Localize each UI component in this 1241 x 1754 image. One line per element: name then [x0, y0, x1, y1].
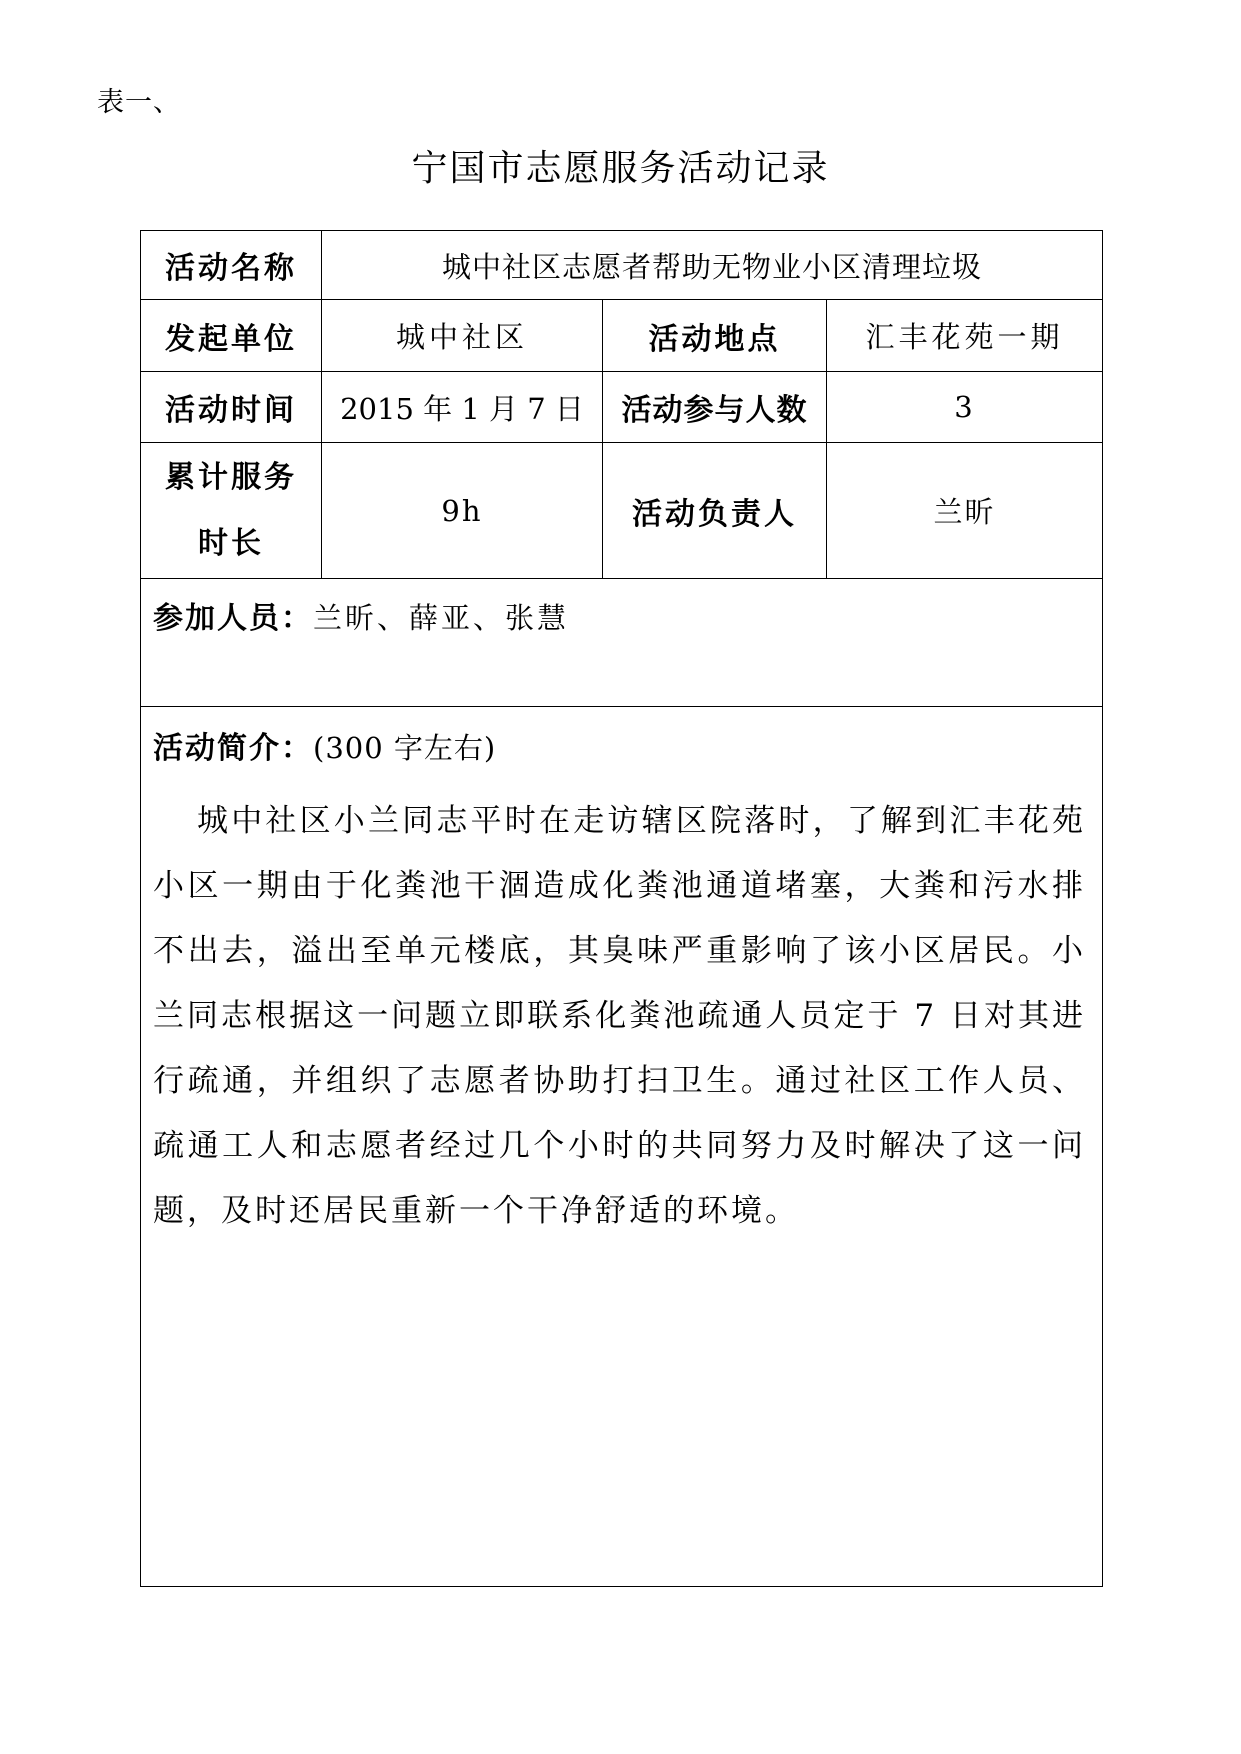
row-hours-leader — [141, 443, 1103, 579]
row-members — [141, 579, 1103, 707]
hours-label-line1: 累计服务 — [165, 459, 297, 495]
document-title: 宁国市志愿服务活动记录 — [411, 148, 830, 189]
leader-label: 活动负责人 — [603, 443, 827, 579]
hours-value: 9h — [322, 443, 603, 579]
members-line — [153, 593, 1090, 637]
summary-header — [153, 723, 1090, 767]
summary-hint: (300 字左右) — [313, 731, 497, 765]
members-label: 参加人员： — [153, 601, 313, 636]
summary-cell — [141, 707, 1103, 1587]
row-time-participants — [141, 372, 1103, 443]
row-summary — [141, 707, 1103, 1587]
participants-count-value: 3 — [827, 372, 1103, 443]
activity-name-value: 城中社区志愿者帮助无物业小区清理垃圾 — [322, 231, 1103, 300]
location-value: 汇丰花苑一期 — [827, 300, 1103, 372]
time-label: 活动时间 — [141, 372, 322, 443]
row-activity-name — [141, 231, 1103, 300]
organizer-label: 发起单位 — [141, 300, 322, 372]
hours-label — [141, 443, 322, 579]
summary-text: 城中社区小兰同志平时在走访辖区院落时，了解到汇丰花苑小区一期由于化粪池干涸造成化粪池通道堵塞，大粪和污水排不出去，溢出至单元楼底，其臭味严重影响了该小区居民。小兰同志根据这一问题立即联系化粪池疏通人员定于 7 日对其进行疏通，并组织了志愿者协助打扫卫生。通过社区工作人员、疏通工人和志愿者经过几个小时的共同努力及时解决了这一问题，及时还居民重新一个干净舒适的环境。 — [153, 803, 1087, 1229]
activity-name-label: 活动名称 — [141, 231, 322, 300]
leader-value: 兰昕 — [827, 443, 1103, 579]
table-label: 表一、 — [97, 87, 181, 118]
location-label: 活动地点 — [603, 300, 827, 372]
members-cell — [141, 579, 1103, 707]
members-value: 兰昕、薛亚、张慧 — [313, 601, 570, 635]
row-organizer-location — [141, 300, 1103, 372]
time-value: 2015 年 1 月 7 日 — [322, 372, 603, 443]
activity-record-table — [140, 230, 1103, 1587]
hours-label-line2: 时长 — [198, 525, 264, 561]
participants-count-label: 活动参与人数 — [603, 372, 827, 443]
organizer-value: 城中社区 — [322, 300, 603, 372]
summary-label: 活动简介： — [153, 731, 313, 766]
